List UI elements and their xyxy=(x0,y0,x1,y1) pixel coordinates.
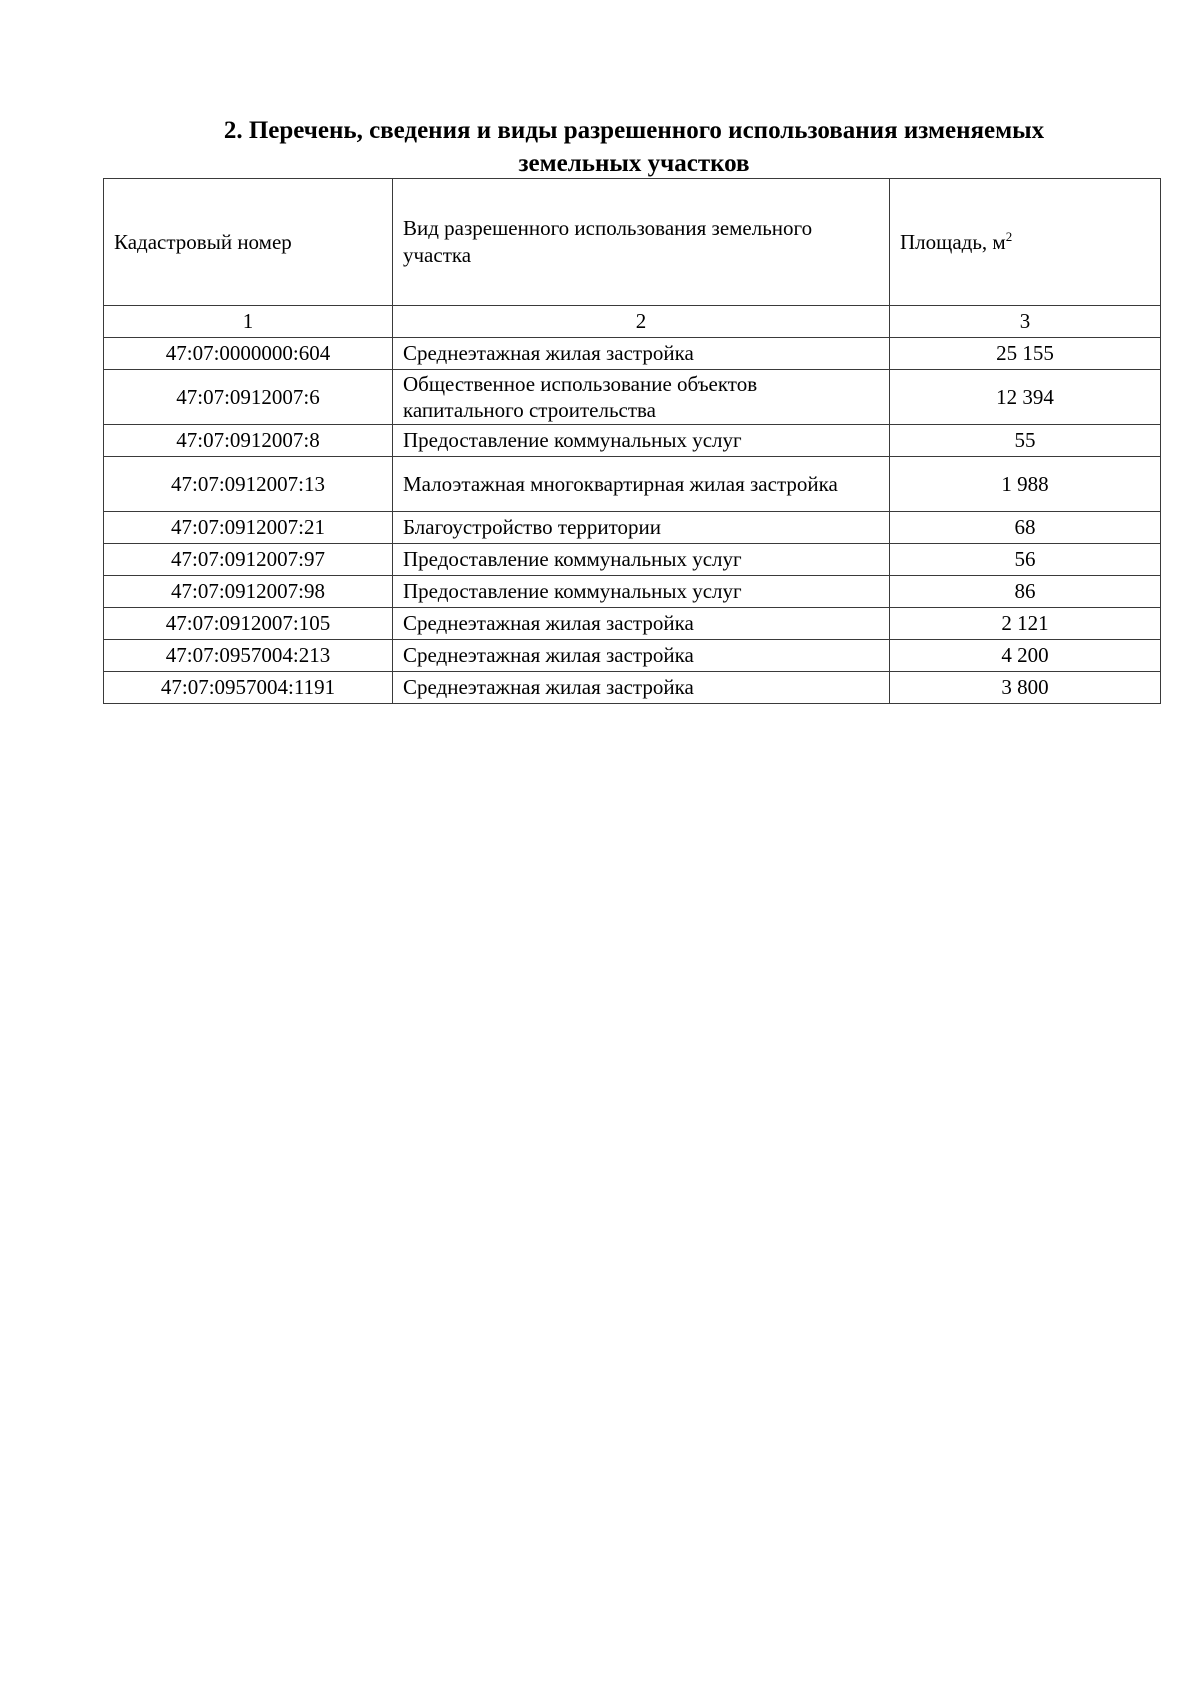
page-title xyxy=(103,114,1165,180)
permitted-use-cell: Предоставление коммунальных услуг xyxy=(393,544,890,576)
column-number-3: 3 xyxy=(890,306,1161,338)
cadastral-number-cell: 47:07:0912007:98 xyxy=(104,576,393,608)
permitted-use-cell: Среднеэтажная жилая застройка xyxy=(393,672,890,704)
cadastral-number-cell: 47:07:0912007:105 xyxy=(104,608,393,640)
header-cadastral-number: Кадастровый номер xyxy=(104,179,393,306)
cadastral-number-cell: 47:07:0957004:213 xyxy=(104,640,393,672)
cadastral-number-cell: 47:07:0912007:8 xyxy=(104,425,393,457)
area-cell: 4 200 xyxy=(890,640,1161,672)
header-area-label: Площадь, м xyxy=(900,229,1006,254)
table-row xyxy=(104,338,1161,370)
table-row xyxy=(104,640,1161,672)
land-parcels-table xyxy=(103,178,1161,704)
area-cell: 86 xyxy=(890,576,1161,608)
page-title-line-1: 2. Перечень, сведения и виды разрешенного использования изменяемых xyxy=(223,117,1045,144)
column-number-2: 2 xyxy=(393,306,890,338)
area-cell: 56 xyxy=(890,544,1161,576)
area-cell: 1 988 xyxy=(890,457,1161,512)
page-title-line-2: земельных участков xyxy=(518,150,750,177)
permitted-use-cell: Предоставление коммунальных услуг xyxy=(393,425,890,457)
table-row xyxy=(104,608,1161,640)
area-cell: 12 394 xyxy=(890,370,1161,425)
table-row xyxy=(104,512,1161,544)
table-row xyxy=(104,425,1161,457)
cadastral-number-cell: 47:07:0957004:1191 xyxy=(104,672,393,704)
permitted-use-cell: Среднеэтажная жилая застройка xyxy=(393,338,890,370)
permitted-use-cell: Предоставление коммунальных услуг xyxy=(393,576,890,608)
area-cell: 3 800 xyxy=(890,672,1161,704)
area-cell: 25 155 xyxy=(890,338,1161,370)
cadastral-number-cell: 47:07:0000000:604 xyxy=(104,338,393,370)
area-cell: 2 121 xyxy=(890,608,1161,640)
table-row xyxy=(104,544,1161,576)
column-number-1: 1 xyxy=(104,306,393,338)
header-area-superscript: 2 xyxy=(1005,228,1013,244)
cadastral-number-cell: 47:07:0912007:97 xyxy=(104,544,393,576)
column-number-row xyxy=(104,306,1161,338)
header-permitted-use: Вид разрешенного использования земельного участка xyxy=(393,179,890,306)
header-area xyxy=(890,179,1161,306)
table-row xyxy=(104,576,1161,608)
permitted-use-cell: Среднеэтажная жилая застройка xyxy=(393,640,890,672)
table-row xyxy=(104,370,1161,425)
cadastral-number-cell: 47:07:0912007:13 xyxy=(104,457,393,512)
permitted-use-cell: Среднеэтажная жилая застройка xyxy=(393,608,890,640)
table-header-row xyxy=(104,179,1161,306)
permitted-use-cell: Общественное использование объектов капитального строительства xyxy=(393,370,890,425)
table-row xyxy=(104,457,1161,512)
permitted-use-cell: Малоэтажная многоквартирная жилая застройка xyxy=(393,457,890,512)
cadastral-number-cell: 47:07:0912007:21 xyxy=(104,512,393,544)
table-row xyxy=(104,672,1161,704)
area-cell: 55 xyxy=(890,425,1161,457)
permitted-use-cell: Благоустройство территории xyxy=(393,512,890,544)
cadastral-number-cell: 47:07:0912007:6 xyxy=(104,370,393,425)
area-cell: 68 xyxy=(890,512,1161,544)
